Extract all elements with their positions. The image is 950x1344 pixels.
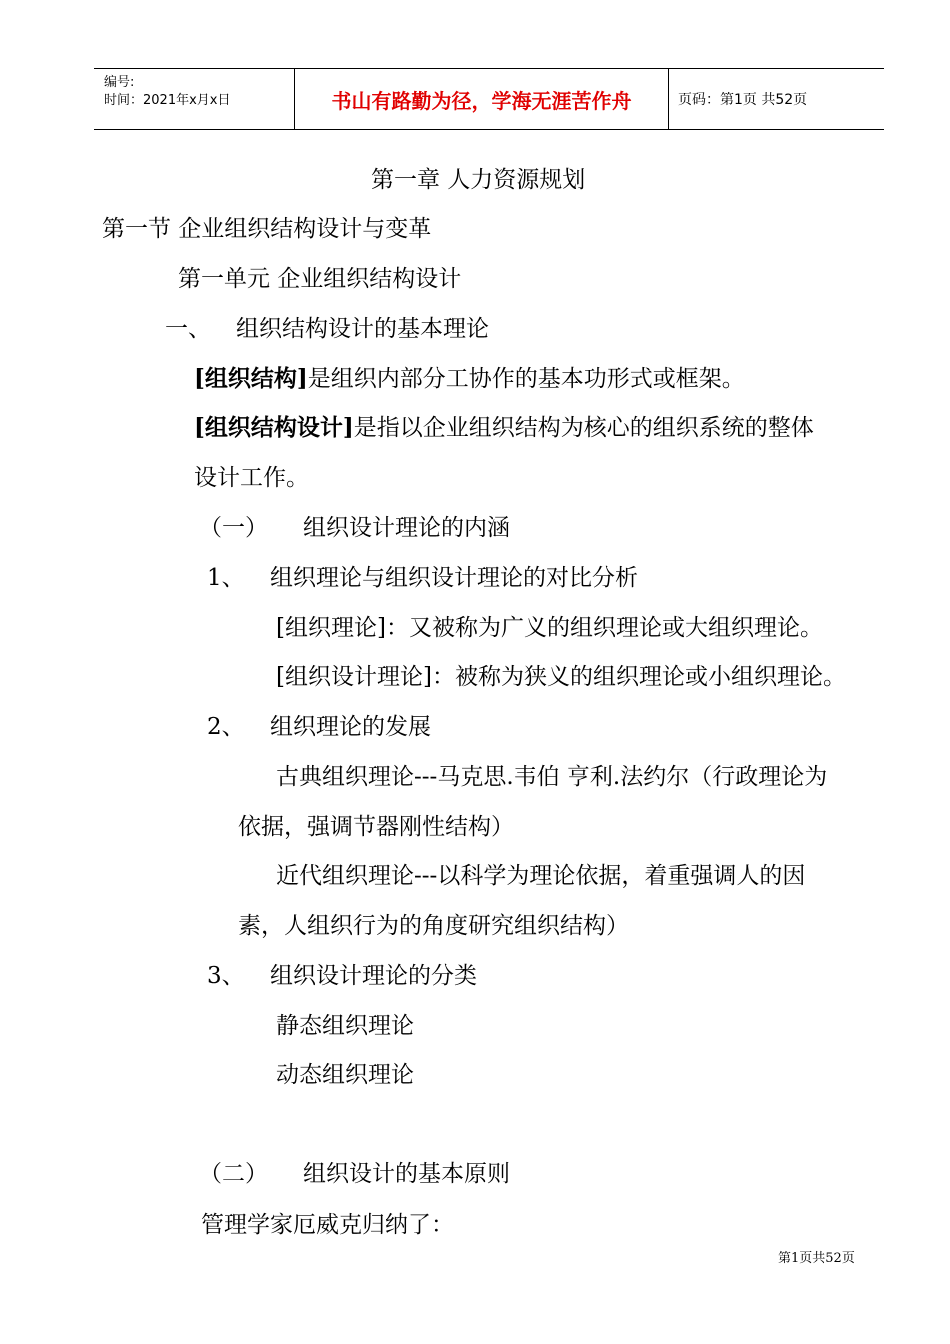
header-page-info: 页码：第1页 共52页 <box>678 92 808 108</box>
header-meta <box>94 69 294 129</box>
section-title: 第一节 企业组织结构设计与变革 <box>102 216 432 242</box>
chapter-title: 第一章 人力资源规划 <box>371 167 586 193</box>
definition-1-text: 是组织内部分工协作的基本功形式或框架。 <box>307 366 745 392</box>
item-1-line-1: [组织理论]：又被称为广义的组织理论或大组织理论。 <box>276 615 823 641</box>
time-label: 时间：2021年x月x日 <box>104 93 231 108</box>
item-2-paragraph-1-line-2: 依据，强调节器刚性结构） <box>238 814 514 840</box>
definition-2 <box>194 413 814 443</box>
item-1-number: 1、 <box>207 565 245 591</box>
definition-2-continued: 设计工作。 <box>194 465 309 491</box>
closing-line: 管理学家厄威克归纳了： <box>201 1212 454 1238</box>
subsection-1-number: （一） <box>199 515 268 541</box>
subsection-2-title: 组织设计的基本原则 <box>303 1161 510 1187</box>
unit-title: 第一单元 企业组织结构设计 <box>178 266 462 292</box>
item-2-paragraph-2-line-1: 近代组织理论---以科学为理论依据，着重强调人的因 <box>276 863 806 889</box>
item-2-paragraph-1-line-1: 古典组织理论---马克思.韦伯 亨利.法约尔（行政理论为 <box>276 764 828 790</box>
page-header <box>94 68 884 130</box>
item-1-line-2: [组织设计理论]：被称为狭义的组织理论或小组织理论。 <box>276 664 846 690</box>
number-label: 编号: <box>104 75 135 90</box>
definition-1-term: [组织结构] <box>194 365 308 392</box>
item-2-number: 2、 <box>207 714 245 740</box>
item-2-title: 组织理论的发展 <box>270 714 431 740</box>
item-2-paragraph-2-line-2: 素，人组织行为的角度研究组织结构） <box>238 913 629 939</box>
item-3-line-1: 静态组织理论 <box>276 1013 414 1039</box>
definition-1 <box>194 364 745 394</box>
definition-2-text: 是指以企业组织结构为核心的组织系统的整体 <box>353 415 814 441</box>
subsection-2-number: （二） <box>199 1161 268 1187</box>
item-3-title: 组织设计理论的分类 <box>270 963 477 989</box>
item-1-title: 组织理论与组织设计理论的对比分析 <box>270 565 638 591</box>
item-3-line-2: 动态组织理论 <box>276 1062 414 1088</box>
header-motto: 书山有路勤为径，学海无涯苦作舟 <box>294 69 669 129</box>
part1-number: 一、 <box>165 316 211 342</box>
item-3-number: 3、 <box>207 963 245 989</box>
part1-title: 组织结构设计的基本理论 <box>236 316 489 342</box>
subsection-1-title: 组织设计理论的内涵 <box>303 515 510 541</box>
definition-2-term: [组织结构设计] <box>194 414 354 441</box>
page-footer: 第1页共52页 <box>778 1251 855 1266</box>
